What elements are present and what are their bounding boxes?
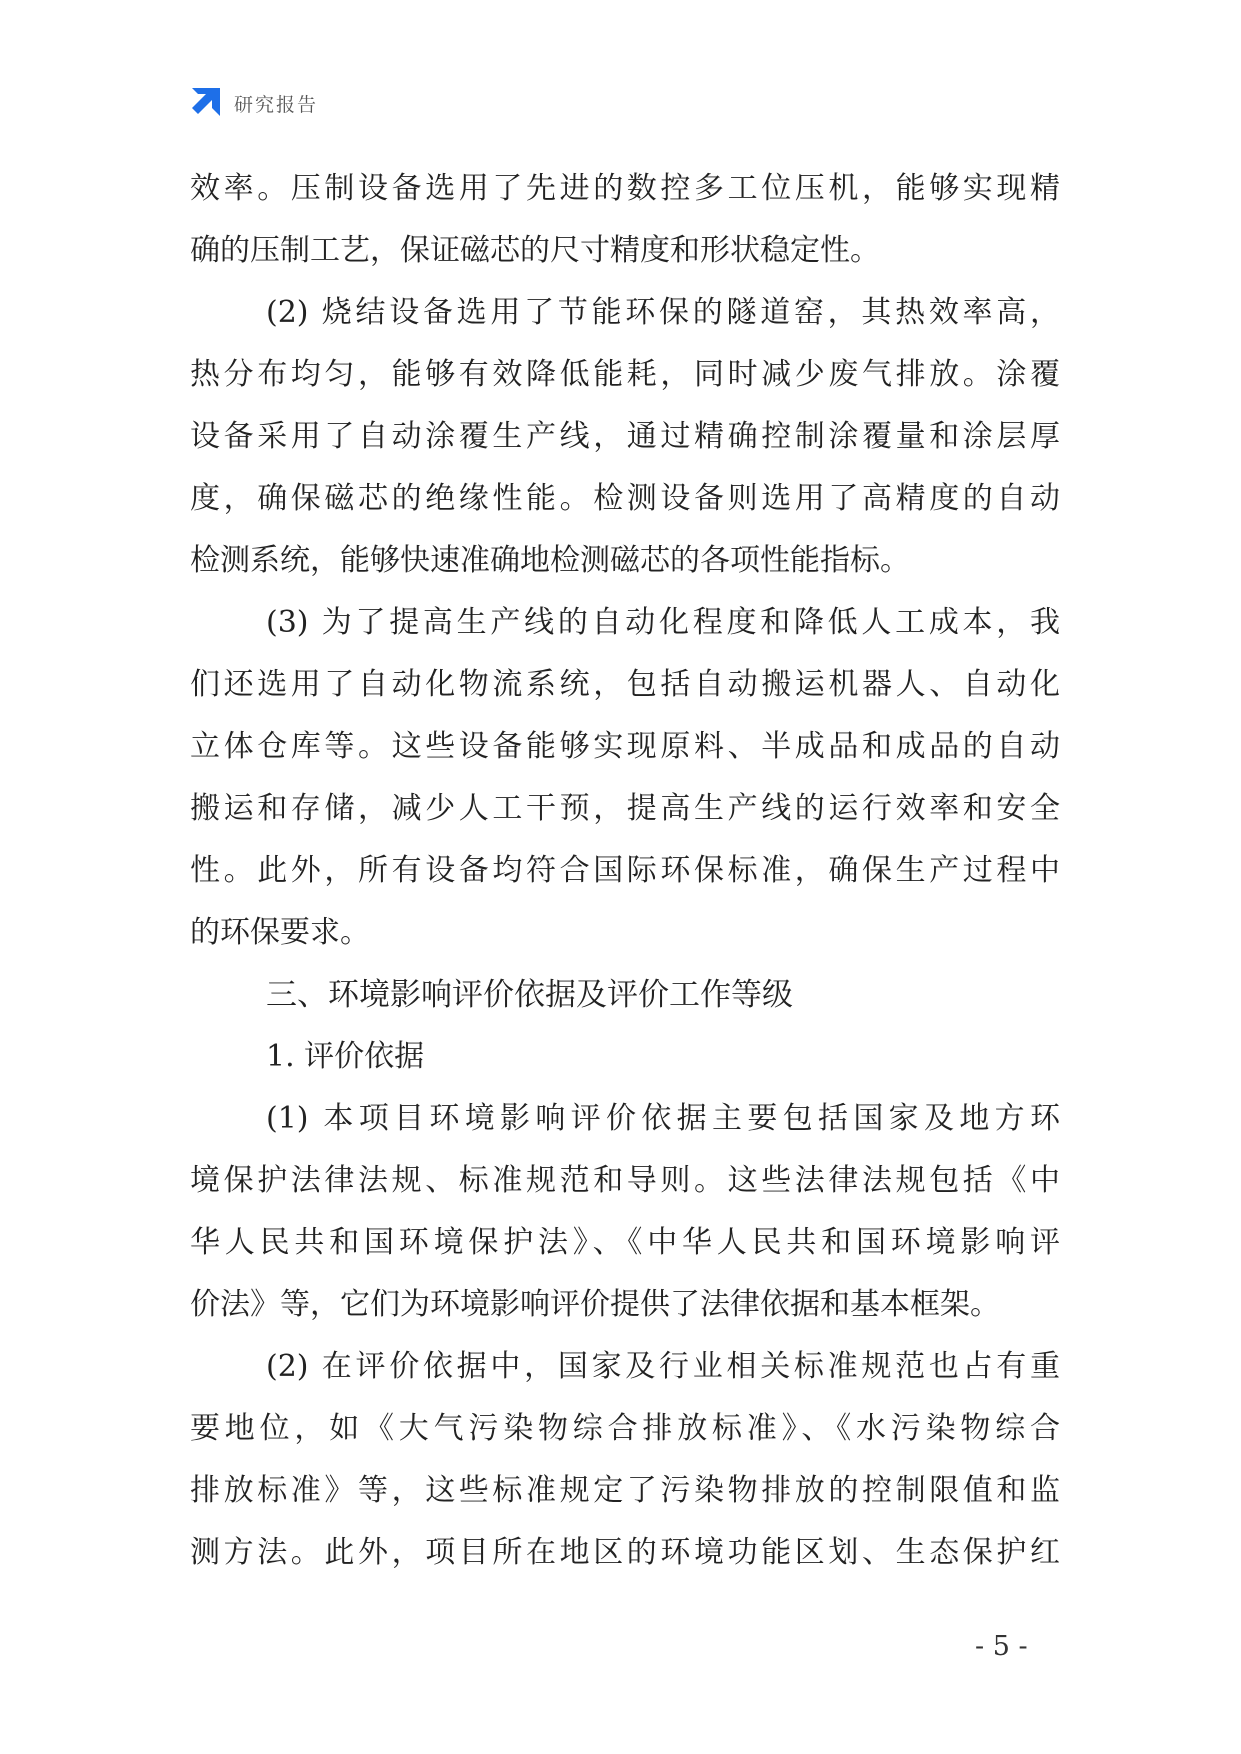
paragraph-start: (2) 烧结设备选用了节能环保的隧道窑，其热效率高， [266,295,1060,330]
paragraph-start: (1) 本项目环境影响评价依据主要包括国家及地方环 [266,1101,1060,1136]
text-line: 热分布均匀，能够有效降低能耗，同时减少废气排放。涂覆 [190,357,1060,392]
paragraph-start: (3) 为了提高生产线的自动化程度和降低人工成本，我 [266,605,1060,640]
text-line: 排放标准》等，这些标准规定了污染物排放的控制限值和监 [190,1473,1060,1508]
text-line: 价法》等，它们为环境影响评价提供了法律依据和基本框架。 [190,1287,1000,1322]
document-body [190,158,1060,1584]
text-line: 要地位，如《大气污染物综合排放标准》、《水污染物综合 [190,1411,1060,1446]
paragraph-start: (2) 在评价依据中，国家及行业相关标准规范也占有重 [266,1349,1060,1384]
text-line: 立体仓库等。这些设备能够实现原料、半成品和成品的自动 [190,729,1060,764]
text-line: 效率。压制设备选用了先进的数控多工位压机，能够实现精 [190,171,1060,206]
text-line: 测方法。此外，项目所在地区的环境功能区划、生态保护红 [190,1535,1060,1570]
text-line: 确的压制工艺，保证磁芯的尺寸精度和形状稳定性。 [190,233,880,268]
section-heading: 三、环境影响评价依据及评价工作等级 [266,977,793,1013]
page-number: - 5 - [975,1631,1028,1662]
text-line: 们还选用了自动化物流系统，包括自动搬运机器人、自动化 [190,667,1060,702]
header-title: 研究报告 [234,93,319,116]
text-line: 设备采用了自动涂覆生产线，通过精确控制涂覆量和涂层厚 [190,419,1060,454]
arrow-up-right-icon [188,86,222,120]
text-line: 度，确保磁芯的绝缘性能。检测设备则选用了高精度的自动 [190,481,1060,516]
text-line: 搬运和存储，减少人工干预，提高生产线的运行效率和安全 [190,791,1060,826]
subsection-heading: 1. 评价依据 [266,1039,425,1074]
text-line: 的环保要求。 [190,915,370,950]
text-line: 性。此外，所有设备均符合国际环保标准，确保生产过程中 [190,853,1060,888]
report-header [188,86,318,120]
text-line: 华人民共和国环境保护法》、《中华人民共和国环境影响评 [190,1225,1060,1260]
text-line: 境保护法律法规、标准规范和导则。这些法律法规包括《中 [190,1163,1060,1198]
text-line: 检测系统，能够快速准确地检测磁芯的各项性能指标。 [190,543,910,578]
